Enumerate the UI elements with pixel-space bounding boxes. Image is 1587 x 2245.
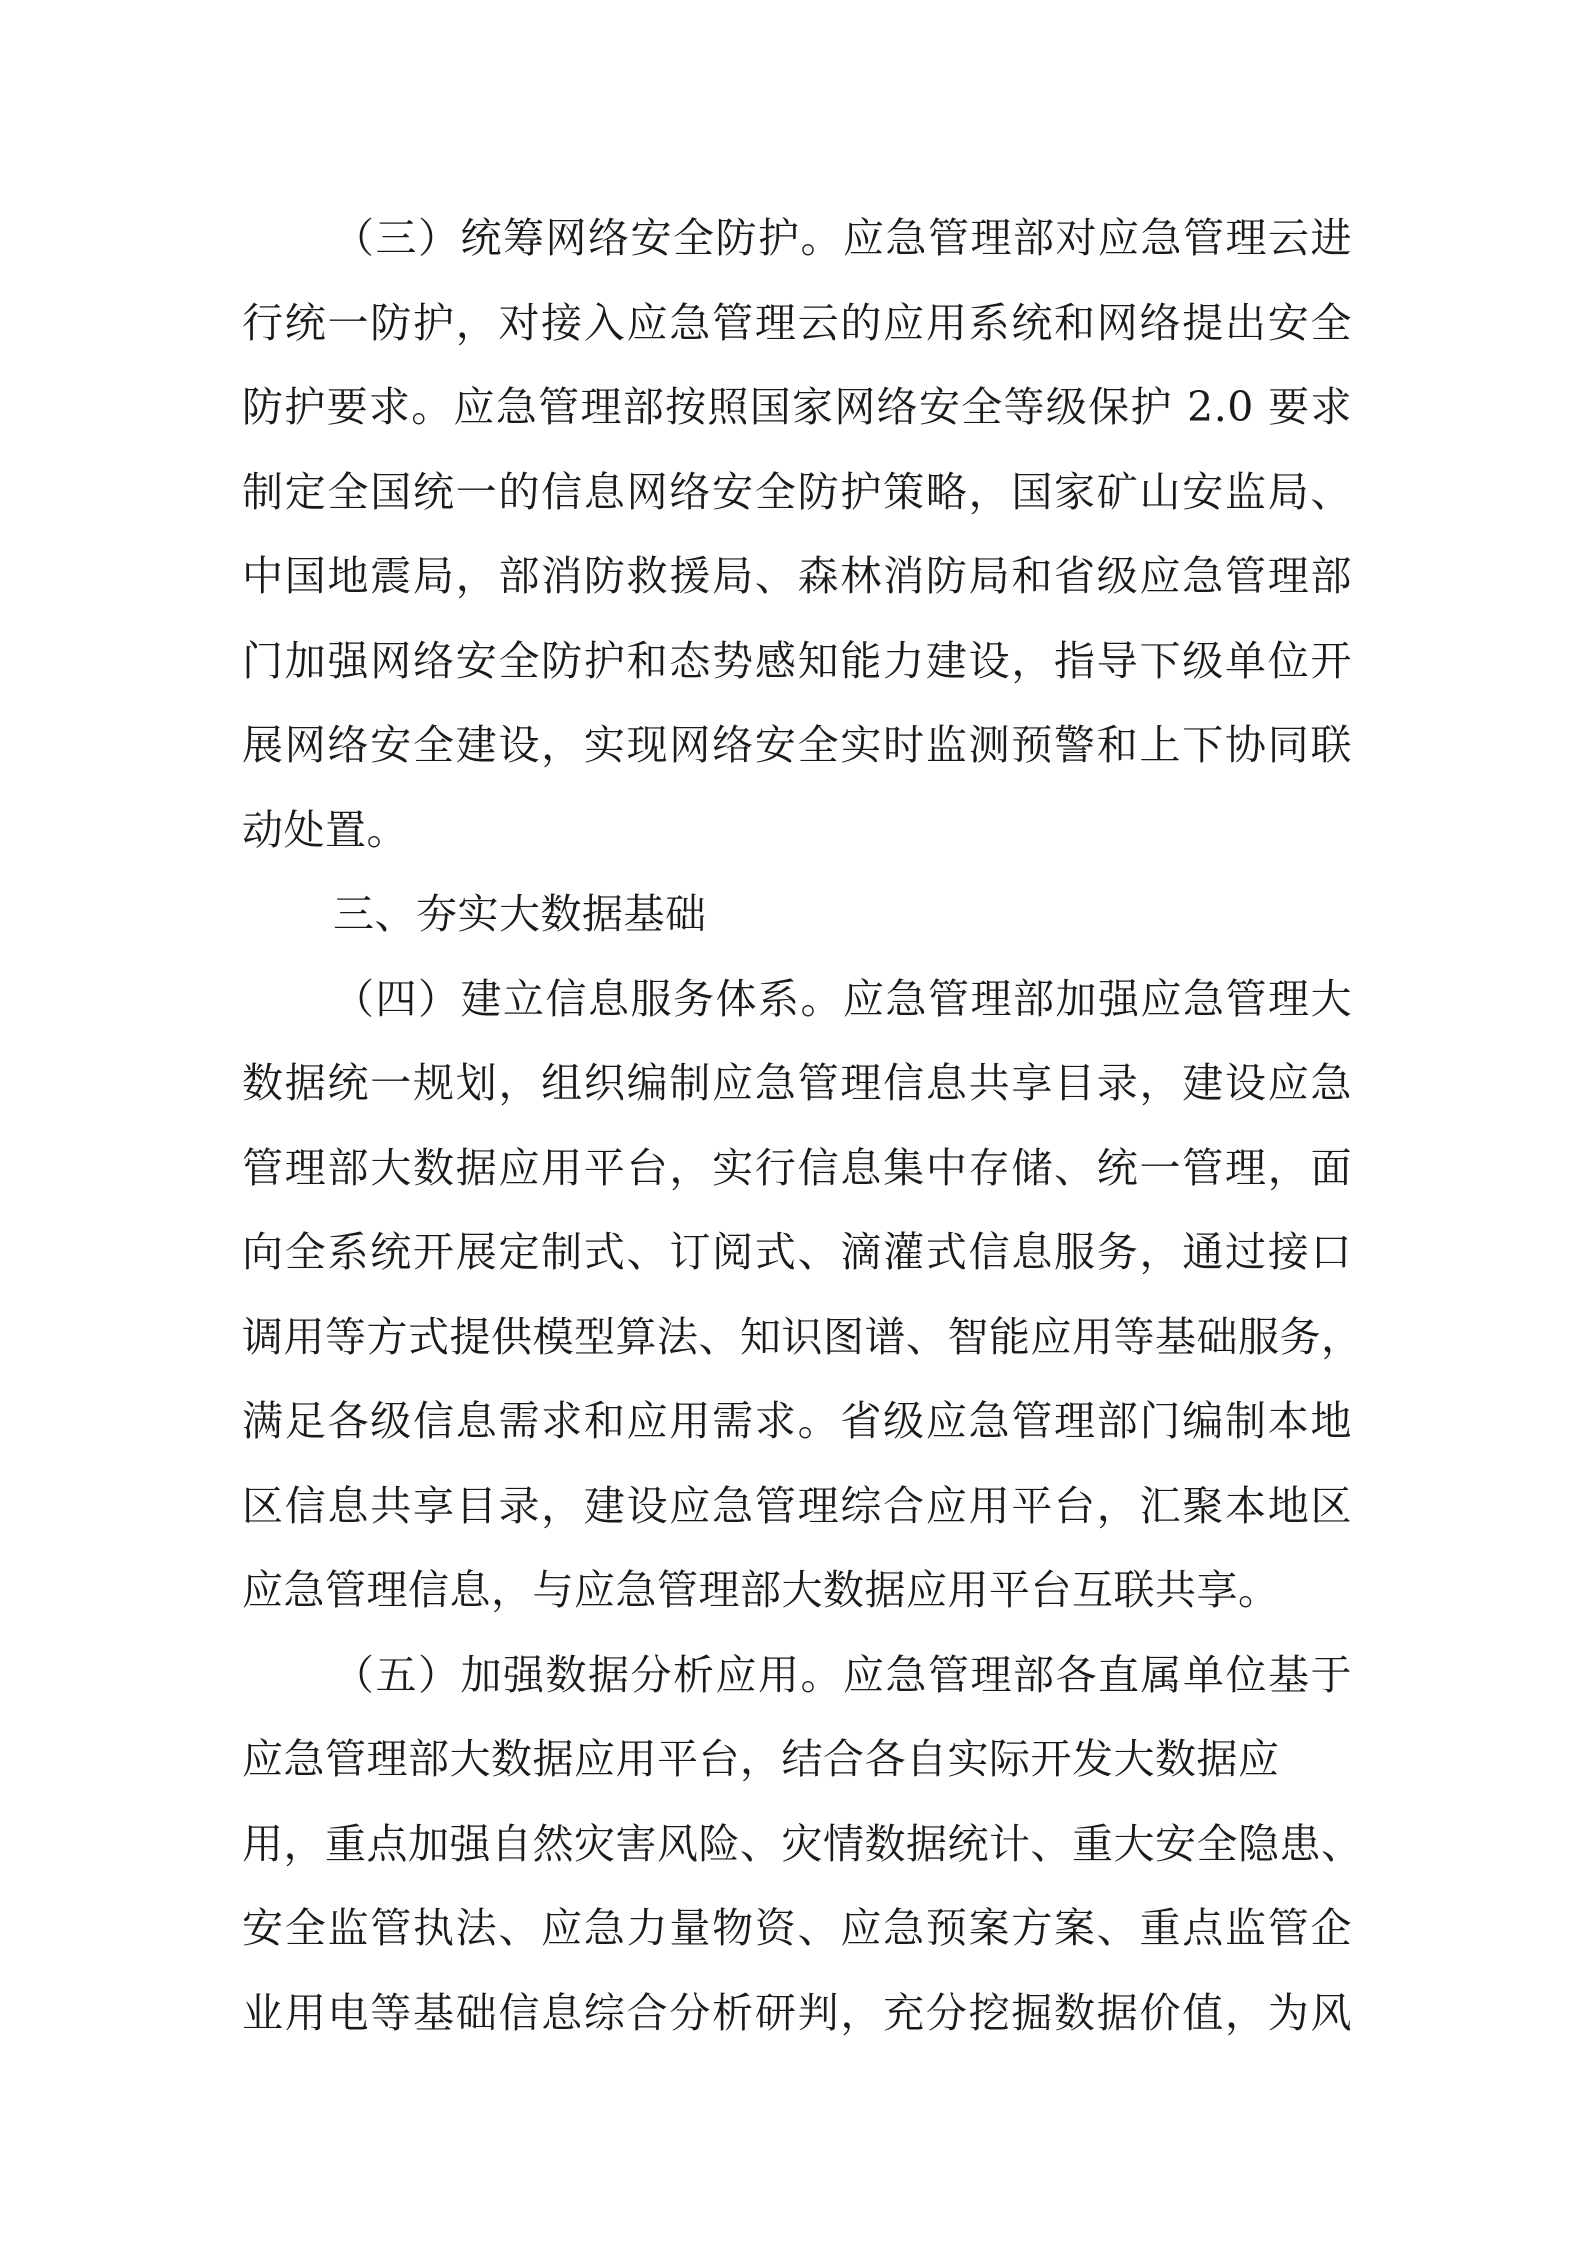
paragraph-line: 区信息共享目录，建设应急管理综合应用平台，汇聚本地区 [242,1481,1352,1530]
paragraph-line: 业用电等基础信息综合分析研判，充分挖掘数据价值，为风 [242,1988,1352,2037]
document-body [242,196,1363,2055]
paragraph-line: 应急管理信息，与应急管理部大数据应用平台互联共享。 [242,1566,1280,1614]
paragraph-line: 安全监管执法、应急力量物资、应急预案方案、重点监管企 [242,1904,1352,1952]
paragraph-line: 中国地震局，部消防救援局、森林消防局和省级应急管理部 [242,552,1352,600]
paragraph-line: （五）加强数据分析应用。应急管理部各直属单位基于 [333,1650,1352,1699]
paragraph-line: 数据统一规划，组织编制应急管理信息共享目录，建设应急 [242,1059,1352,1107]
paragraph-line: 调用等方式提供模型算法、知识图谱、智能应用等基础服务， [242,1312,1363,1361]
paragraph-line: 管理部大数据应用平台，实行信息集中存储、统一管理，面 [242,1143,1352,1192]
paragraph-line: 展网络安全建设，实现网络安全实时监测预警和上下协同联 [242,721,1352,769]
paragraph-line: 用，重点加强自然灾害风险、灾情数据统计、重大安全隐患、 [242,1819,1363,1868]
paragraph-line: （三）统筹网络安全防护。应急管理部对应急管理云进 [333,214,1352,262]
paragraph-line: （四）建立信息服务体系。应急管理部加强应急管理大 [333,974,1352,1023]
paragraph-line: 满足各级信息需求和应用需求。省级应急管理部门编制本地 [242,1397,1352,1445]
paragraph-line: 门加强网络安全防护和态势感知能力建设，指导下级单位开 [242,636,1352,685]
paragraph-line: 应急管理部大数据应用平台，结合各自实际开发大数据应 [242,1735,1280,1783]
paragraph-line: 向全系统开展定制式、订阅式、滴灌式信息服务，通过接口 [242,1228,1352,1276]
paragraph-line: 动处置。 [242,805,408,854]
paragraph-line: 防护要求。应急管理部按照国家网络安全等级保护 2.0 要求 [242,383,1352,431]
paragraph-line: 制定全国统一的信息网络安全防护策略，国家矿山安监局、 [242,467,1352,516]
paragraph-line: 行统一防护，对接入应急管理云的应用系统和网络提出安全 [242,298,1352,347]
section-heading: 三、夯实大数据基础 [333,890,707,938]
